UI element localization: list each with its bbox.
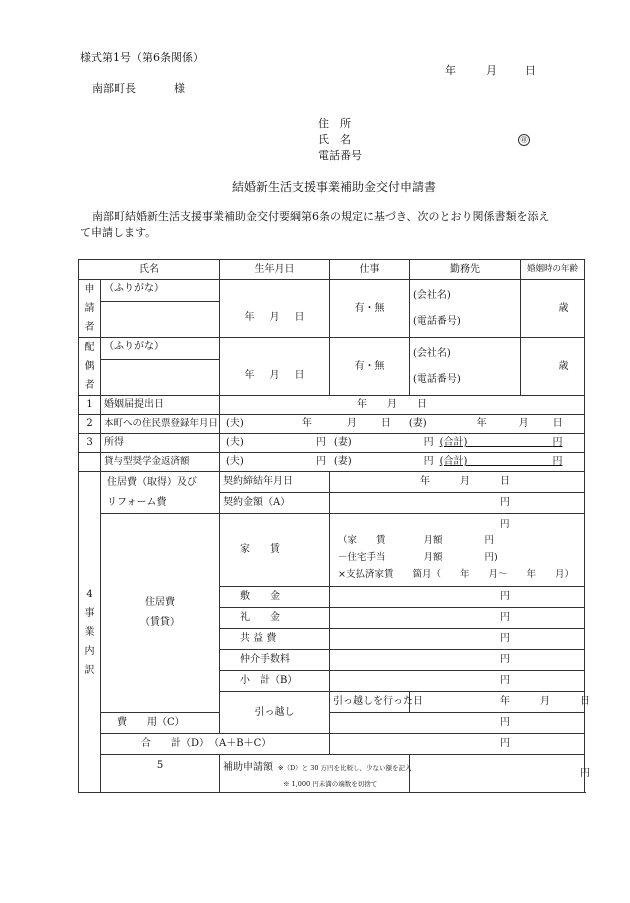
row1-label: 婚姻届提出日	[101, 396, 220, 415]
row-resident-registration	[79, 415, 585, 434]
row5-label-cell	[220, 755, 410, 793]
date-day-label: 日	[525, 64, 536, 77]
application-table	[78, 259, 590, 793]
row-rent	[79, 514, 585, 587]
contract-date-value: 年 月 日	[330, 472, 585, 493]
spouse-label: 配 偶 者	[79, 338, 101, 396]
moving-cost-label: 費 用（C）	[101, 713, 220, 734]
row3b-value: (夫) 円 (妻) 円 (合計) 円	[220, 453, 585, 472]
agent-fee-label: 仲介手数料	[220, 650, 330, 671]
applicant-furigana: （ふりがな）	[101, 280, 220, 302]
spouse-birthdate: 年 月 日	[220, 338, 330, 396]
row-moving-cost	[79, 713, 585, 734]
row1-value: 年 月 日	[220, 396, 585, 415]
spouse-age: 歳	[521, 338, 585, 396]
row3b-label: 貸与型奨学金返済額	[101, 453, 220, 472]
row3b-number	[79, 453, 101, 472]
header-job: 仕事	[330, 260, 410, 280]
rent-label: 家 賃	[220, 514, 330, 587]
date-month-label: 月	[486, 64, 497, 77]
sum-label: 合 計（D） （A＋B＋C）	[101, 734, 330, 755]
header-birthdate: 生年月日	[220, 260, 330, 280]
spouse-row-furigana	[79, 338, 585, 360]
row5-note-1: ※（D）と 30 万円を比較し、少ない額を記入	[278, 764, 412, 772]
housing-acquisition-label: 住居費（取得）及び リフォーム費	[101, 472, 220, 514]
row3-number: 3	[79, 434, 101, 453]
deposit-label: 敷 金	[220, 587, 330, 608]
row2-label: 本町への住民票登録年月日	[101, 415, 220, 434]
spouse-job: 有・無	[330, 338, 410, 396]
spouse-workplace: (会社名) (電話番号)	[410, 338, 521, 396]
name-label: 氏 名	[318, 133, 351, 146]
applicant-name-field[interactable]	[101, 301, 220, 337]
subtotal-value: 円	[330, 671, 585, 692]
header-workplace: 勤務先	[410, 260, 521, 280]
contract-amount-value: 円	[330, 493, 585, 514]
phone-label: 電話番号	[318, 149, 362, 162]
address-label: 住 所	[318, 117, 351, 130]
applicant-age: 歳	[521, 280, 585, 338]
seal-icon: ㊞	[518, 133, 530, 146]
contract-amount-label: 契約金額（A）	[220, 493, 330, 514]
row1-number: 1	[79, 396, 101, 415]
row-scholarship	[79, 453, 585, 472]
addressee: 南部町長	[92, 82, 136, 95]
row5-number: 5	[101, 755, 220, 793]
row3-label: 所得	[101, 434, 220, 453]
subtotal-label: 小 計（B）	[220, 671, 330, 692]
key-money-value: 円	[330, 608, 585, 629]
date-year-label: 年	[445, 64, 456, 77]
moving-group-label: 引っ越し	[220, 692, 330, 734]
row-marriage-date	[79, 396, 585, 415]
row5-value: 円	[410, 755, 585, 793]
table-header-row	[79, 260, 585, 280]
deposit-value: 円	[330, 587, 585, 608]
rent-value: 円 （家 賃 月額 円 －住宅手当 月額 円) ×支払済家賃 箇月（ 年 月～ 年 月）	[330, 514, 585, 587]
applicant-workplace: (会社名) (電話番号)	[410, 280, 521, 338]
row-sum	[79, 734, 585, 755]
row-subsidy-request	[79, 755, 585, 793]
spouse-furigana: （ふりがな）	[101, 338, 220, 360]
agent-fee-value: 円	[330, 650, 585, 671]
row5-note-2: ※ 1,000 円未満の端数を切捨て	[283, 780, 378, 788]
applicant-birthdate: 年 月 日	[220, 280, 330, 338]
form-number: 様式第1号（第6条関係）	[80, 51, 204, 64]
row2-number: 2	[79, 415, 101, 434]
contract-date-label: 契約締結年月日	[220, 472, 330, 493]
row5-label: 補助申請額	[223, 762, 273, 773]
row-contract-date	[79, 472, 585, 493]
spouse-name-field[interactable]	[101, 360, 220, 396]
body-text-line-1: 南部町結婚新生活支援事業補助金交付要綱第6条の規定に基づき、次のとおり関係書類を添え	[92, 210, 550, 223]
moving-date-label: 引っ越しを行った日	[330, 692, 410, 713]
rent-group-label: 住居費 （賃貸）	[101, 514, 220, 713]
row2-value: (夫) 年 月 日 (妻) 年 月 日	[220, 415, 585, 434]
header-name: 氏名	[79, 260, 220, 280]
applicant-row-furigana	[79, 280, 585, 302]
document-title: 結婚新生活支援事業補助金交付申請書	[232, 180, 437, 194]
row4-label: 4 事 業 内 訳	[79, 472, 101, 793]
sum-value: 円	[330, 734, 585, 755]
applicant-job: 有・無	[330, 280, 410, 338]
common-fee-value: 円	[330, 629, 585, 650]
honorific: 様	[174, 82, 185, 95]
common-fee-label: 共 益 費	[220, 629, 330, 650]
moving-date-value: 年 月 日	[410, 692, 585, 713]
row3-value: (夫) 円 (妻) 円 (合計) 円	[220, 434, 585, 453]
body-text-line-2: て申請します。	[80, 226, 157, 239]
header-age-at-marriage: 婚姻時の年齢	[521, 260, 585, 280]
moving-cost-value: 円	[330, 713, 585, 734]
applicant-label: 申 請 者	[79, 280, 101, 338]
row-income	[79, 434, 585, 453]
key-money-label: 礼 金	[220, 608, 330, 629]
